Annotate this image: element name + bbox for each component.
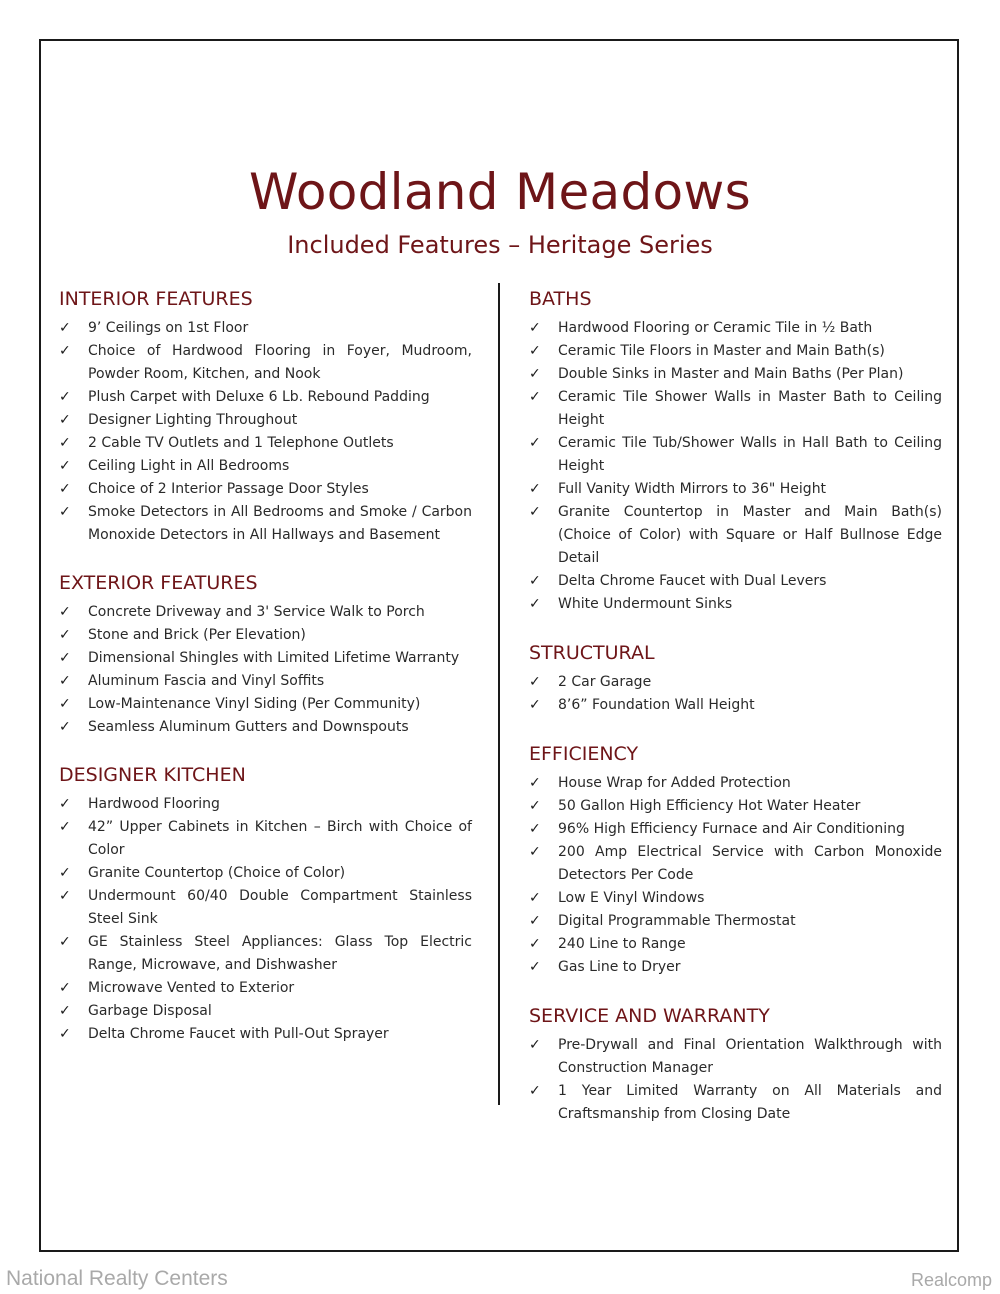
list-item: ✓ Digital Programmable Thermostat [529, 910, 942, 933]
document-subtitle: Included Features – Heritage Series [287, 231, 713, 259]
list-item: ✓ Double Sinks in Master and Main Baths (Per Plan) [529, 363, 942, 386]
feature-list [59, 601, 472, 739]
list-item: ✓ Undermount 60/40 Double Compartment Stainless Steel Sink [59, 885, 472, 931]
right-column [529, 284, 942, 1126]
list-item: ✓ House Wrap for Added Protection [529, 772, 942, 795]
list-item: ✓ Hardwood Flooring or Ceramic Tile in ½ Bath [529, 317, 942, 340]
check-mark-icon: ✓ [529, 936, 541, 952]
check-mark-icon: ✓ [529, 913, 541, 929]
list-item: ✓ Microwave Vented to Exterior [59, 977, 472, 1000]
check-mark-icon: ✓ [59, 320, 71, 336]
list-item: ✓ Choice of Hardwood Flooring in Foyer, Mudroom, Powder Room, Kitchen, and Nook [59, 340, 472, 386]
feature-list [59, 793, 472, 1046]
section-heading: BATHS [529, 288, 592, 310]
list-item: ✓ Designer Lighting Throughout [59, 409, 472, 432]
check-mark-icon: ✓ [59, 980, 71, 996]
check-mark-icon: ✓ [59, 435, 71, 451]
list-item: ✓ 50 Gallon High Efficiency Hot Water Heater [529, 795, 942, 818]
section-heading: INTERIOR FEATURES [59, 288, 253, 310]
check-mark-icon: ✓ [529, 1037, 541, 1053]
list-item: ✓ 200 Amp Electrical Service with Carbon Monoxide Detectors Per Code [529, 841, 942, 887]
list-item: ✓ 8’6” Foundation Wall Height [529, 694, 942, 717]
check-mark-icon: ✓ [529, 389, 541, 405]
feature-list [529, 1034, 942, 1126]
check-mark-icon: ✓ [529, 366, 541, 382]
check-mark-icon: ✓ [59, 412, 71, 428]
list-item: ✓ 240 Line to Range [529, 933, 942, 956]
list-item: ✓ 2 Cable TV Outlets and 1 Telephone Outlets [59, 432, 472, 455]
list-item: ✓ Aluminum Fascia and Vinyl Soffits [59, 670, 472, 693]
check-mark-icon: ✓ [529, 343, 541, 359]
list-item: ✓ Ceramic Tile Shower Walls in Master Bath to Ceiling Height [529, 386, 942, 432]
check-mark-icon: ✓ [529, 959, 541, 975]
section-designer-kitchen [59, 760, 472, 1046]
check-mark-icon: ✓ [529, 320, 541, 336]
list-item: ✓ GE Stainless Steel Appliances: Glass Top Electric Range, Microwave, and Dishwasher [59, 931, 472, 977]
list-item: ✓ Delta Chrome Faucet with Pull-Out Sprayer [59, 1023, 472, 1046]
list-item: ✓ Delta Chrome Faucet with Dual Levers [529, 570, 942, 593]
check-mark-icon: ✓ [529, 435, 541, 451]
list-item: ✓ Concrete Driveway and 3' Service Walk to Porch [59, 601, 472, 624]
section-heading: STRUCTURAL [529, 642, 655, 664]
list-item: ✓ 1 Year Limited Warranty on All Materials and Craftsmanship from Closing Date [529, 1080, 942, 1126]
feature-list [59, 317, 472, 547]
check-mark-icon: ✓ [529, 890, 541, 906]
column-divider [498, 283, 500, 1105]
section-interior-features [59, 284, 472, 547]
check-mark-icon: ✓ [59, 819, 71, 835]
check-mark-icon: ✓ [59, 481, 71, 497]
check-mark-icon: ✓ [59, 888, 71, 904]
list-item: ✓ Ceramic Tile Tub/Shower Walls in Hall Bath to Ceiling Height [529, 432, 942, 478]
check-mark-icon: ✓ [59, 504, 71, 520]
check-mark-icon: ✓ [529, 596, 541, 612]
check-mark-icon: ✓ [59, 1003, 71, 1019]
list-item: ✓ 2 Car Garage [529, 671, 942, 694]
list-item: ✓ Smoke Detectors in All Bedrooms and Smoke / Carbon Monoxide Detectors in All Hallways and Basement [59, 501, 472, 547]
list-item: ✓ Stone and Brick (Per Elevation) [59, 624, 472, 647]
list-item: ✓ Granite Countertop in Master and Main Bath(s) (Choice of Color) with Square or Half Bullnose Edge Detail [529, 501, 942, 570]
document-title: Woodland Meadows [249, 163, 751, 221]
list-item: ✓ Gas Line to Dryer [529, 956, 942, 979]
check-mark-icon: ✓ [59, 389, 71, 405]
check-mark-icon: ✓ [529, 697, 541, 713]
check-mark-icon: ✓ [59, 673, 71, 689]
list-item: ✓ Low E Vinyl Windows [529, 887, 942, 910]
check-mark-icon: ✓ [59, 796, 71, 812]
list-item: ✓ White Undermount Sinks [529, 593, 942, 616]
check-mark-icon: ✓ [529, 798, 541, 814]
check-mark-icon: ✓ [529, 481, 541, 497]
check-mark-icon: ✓ [59, 604, 71, 620]
check-mark-icon: ✓ [59, 719, 71, 735]
list-item: ✓ Granite Countertop (Choice of Color) [59, 862, 472, 885]
left-column [59, 284, 472, 1046]
section-structural [529, 638, 942, 717]
check-mark-icon: ✓ [529, 775, 541, 791]
section-baths [529, 284, 942, 616]
watermark-right: Realcomp [910, 1270, 992, 1290]
check-mark-icon: ✓ [529, 821, 541, 837]
list-item: ✓ Low-Maintenance Vinyl Siding (Per Community) [59, 693, 472, 716]
check-mark-icon: ✓ [529, 504, 541, 520]
check-mark-icon: ✓ [529, 1083, 541, 1099]
check-mark-icon: ✓ [59, 1026, 71, 1042]
check-mark-icon: ✓ [59, 696, 71, 712]
section-efficiency [529, 739, 942, 979]
feature-list [529, 317, 942, 616]
feature-list [529, 772, 942, 979]
check-mark-icon: ✓ [59, 627, 71, 643]
list-item: ✓ Pre-Drywall and Final Orientation Walkthrough with Construction Manager [529, 1034, 942, 1080]
section-heading: SERVICE AND WARRANTY [529, 1005, 770, 1027]
feature-list [529, 671, 942, 717]
section-service-and-warranty [529, 1001, 942, 1126]
check-mark-icon: ✓ [529, 573, 541, 589]
check-mark-icon: ✓ [59, 458, 71, 474]
list-item: ✓ 96% High Efficiency Furnace and Air Conditioning [529, 818, 942, 841]
check-mark-icon: ✓ [59, 650, 71, 666]
list-item: ✓ 9’ Ceilings on 1st Floor [59, 317, 472, 340]
list-item: ✓ Plush Carpet with Deluxe 6 Lb. Rebound Padding [59, 386, 472, 409]
section-heading: EXTERIOR FEATURES [59, 572, 258, 594]
section-exterior-features [59, 568, 472, 739]
check-mark-icon: ✓ [59, 343, 71, 359]
list-item: ✓ Garbage Disposal [59, 1000, 472, 1023]
list-item: ✓ Seamless Aluminum Gutters and Downspouts [59, 716, 472, 739]
check-mark-icon: ✓ [59, 865, 71, 881]
check-mark-icon: ✓ [529, 674, 541, 690]
section-heading: DESIGNER KITCHEN [59, 764, 246, 786]
list-item: ✓ Hardwood Flooring [59, 793, 472, 816]
list-item: ✓ Dimensional Shingles with Limited Lifetime Warranty [59, 647, 472, 670]
list-item: ✓ 42” Upper Cabinets in Kitchen – Birch with Choice of Color [59, 816, 472, 862]
section-heading: EFFICIENCY [529, 743, 639, 765]
list-item: ✓ Ceiling Light in All Bedrooms [59, 455, 472, 478]
watermark-left: National Realty Centers [6, 1267, 228, 1290]
list-item: ✓ Full Vanity Width Mirrors to 36" Height [529, 478, 942, 501]
check-mark-icon: ✓ [529, 844, 541, 860]
list-item: ✓ Choice of 2 Interior Passage Door Styles [59, 478, 472, 501]
list-item: ✓ Ceramic Tile Floors in Master and Main Bath(s) [529, 340, 942, 363]
check-mark-icon: ✓ [59, 934, 71, 950]
